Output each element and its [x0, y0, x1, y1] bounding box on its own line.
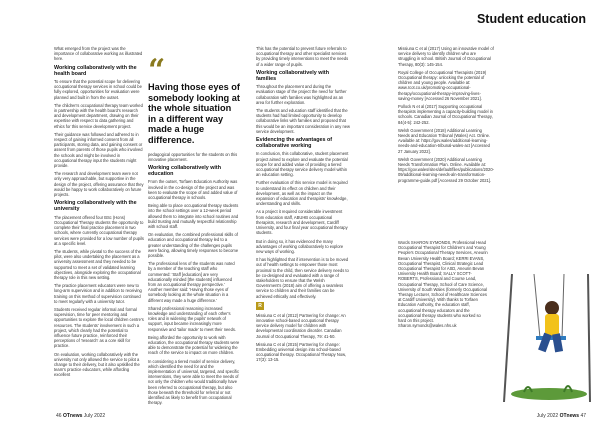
- quote-mark-icon: “: [148, 53, 166, 88]
- pull-quote: Having those eyes of somebody looking at the whole situation in a different way made a huge difference.: [148, 82, 240, 145]
- heading-university: Working collaboratively with the university: [54, 200, 137, 213]
- column-1: [54, 46, 144, 381]
- paragraph: As a project it required considerable investment from education staff, ABUHB occupational therapists, research and development, Cardiff University, and four final year occupational therapy students.: [256, 209, 348, 236]
- reference: Welsh Government (2018) Additional Learning Needs and Education Tribunal (Wales) Act. Online. Available at: https://gov.wales/additional-learning-needs-and-education-tribunal-wales-act [Accessed 27 January 2022].: [398, 127, 491, 154]
- paragraph: The research and development team were not only very approachable, but supportive in the design of the project, offering assurance that they would be happy to work collaboratively on future projects.: [54, 171, 144, 198]
- author-credits: Words SHARON SYMONDS, Professional Head Occupational Therapist for Children's and Young People's Occupational Therapy Services, Aneurin Bevan University Health Board; KERRI EVANS, Occupational Therapist, Clinical Strategic Lead Occupational Therapist for ASD, Aneurin Bevan University Health Board; SALLY SCOTT-ROBERTS, Professional and Course Lead, Occupational Therapy, School of Care Science, University of South Wales (formerly Occupational Therapy Lecturer, School of Healthcare Sciences at Cardiff University). With thanks to Torfaen Education Authority, the education staff, occupational therapy educators and the occupational therapy students who worked so hard on this project. Sharon.symonds@wales.nhs.uk: [398, 240, 488, 329]
- paragraph: The practice placement educators were new to long-arm supervision and in addition to receiving training on this method of supervision continued to meet regularly with a university tutor.: [54, 283, 142, 304]
- paragraph: But in doing so, it has evidenced the many advantages of working collaboratively to explore new ways of working.: [256, 238, 344, 254]
- paragraph: Their guidance was followed and adhered to in respect of gaining informed consent from all participants, storing data, and gaining consent or assent from parents of those pupils who involved the schools and might be involved in occupational therapy input the students might provide.: [54, 131, 143, 169]
- paragraph: In considering a tiered model of service delivery, which identified the need for and the implementation of universal, targeted, and specific interventions, they were able to meet the needs of not only the children who would traditionally have been referred to occupational therapy, but also those beneath the threshold for referral or not identified as likely to benefit from occupational therapy.: [148, 358, 240, 406]
- column-3: [256, 46, 350, 366]
- paragraph: It has highlighted that if intervention is to be moved out of health settings to empower those most proximal to the child, then service delivery needs to be co-designed and evaluated with a range of stakeholders to ensure that the Welsh Government's (2018) aim of offering a seamless service to children and their families can be achieved ethically and effectively.: [256, 257, 349, 299]
- reference: Missiuna C et al (2015) Partnering for change: Embedding universal design into school-based occupational therapy. Occupational Therapy Now, 17(3): 13-15.: [256, 341, 346, 363]
- footer-right: [537, 413, 586, 419]
- paragraph: Further evaluation of this service model is required to understand its effect on children and their development, as well as the impact on the expansion of education and therapists' knowledge, understanding and skills.: [256, 180, 348, 207]
- magazine-name: OTnews: [62, 413, 83, 419]
- intro-paragraph: What emerged from the project was the importance of collaborative working as illustrated here.: [54, 46, 143, 62]
- paragraph: pedagogical opportunities for the students on this innovative placement.: [148, 151, 238, 162]
- paragraph: In conclusion, this collaborative, student placement project aimed to explore and evaluate the potential scope for and added value of providing a tiered occupational therapy service delivery model within an education setting.: [256, 151, 349, 178]
- column-4: [398, 46, 494, 186]
- paragraph: To ensure that the potential scope for delivering occupational therapy services in school could be fully explored, opportunities for evaluation were planned and built in from the outset.: [54, 79, 142, 100]
- swing-illustration: [494, 274, 594, 402]
- paragraph: Students received regular informal and formal supervision, time for peer mentoring and opportunities to explore the local children centre's resources. The students' involvement in such a project, which clearly had the potential to influence future practice, reinforced their perceptions of 'research' as a core skill for practice.: [54, 306, 144, 349]
- paragraph: The professional lens of the students was noted by a member of the teaching staff who commented: 'Staff [education] are very educationally minded [the students] influenced from an occupational therapy perspective.' Another member said: 'Having those eyes of somebody looking at the whole situation in a different way made a huge difference.': [148, 261, 235, 303]
- page-number: 47: [580, 413, 586, 419]
- paragraph: On evaluation, the combined professional skills of education and occupational therapy led to a greater understanding of the challenges pupils were facing, allowing timely responses to become possible.: [148, 232, 239, 259]
- magazine-name: OTnews: [559, 413, 580, 419]
- paragraph: The students, while pivotal to the success of the pilot, were also undertaking the placement as a university assessment and they needed to be supported to meet a set of validated learning objectives, alongside exploring the occupational therapy role in this new setting.: [54, 248, 141, 280]
- page-number: 46: [56, 413, 62, 419]
- section-title: Student education: [476, 12, 586, 26]
- footer-left: [56, 413, 105, 419]
- reference: Pollock N et al (2017) Supporting occupational therapists implementing a capacity-building model in schools. Canadian Journal of Occupational Therapy, 84(4-5): 242-252.: [398, 104, 493, 125]
- paragraph: Being able to place occupational therapy students into the school settings over a 12-week period allowed them to integrate into school routines and build trusting and mutually respectful relationship with school staff.: [148, 203, 239, 229]
- reference: Missiuna C et al (2017) Using an innovative model of service delivery to identify children who are struggling in school. British Journal of Occupational Therapy, 80(3): 145-154.: [398, 46, 494, 67]
- paragraph: The students and education staff identified that the students had had limited opportunity to develop collaborative links with families and proposed that this would be an important consideration in any new service development.: [256, 108, 350, 134]
- paragraph: Throughout the placement and during the evaluation stage of the project the need for further collaboration with families was highlighted as an area for further exploration.: [256, 84, 347, 105]
- heading-evidencing: Evidencing the advantages of collaborative working: [256, 137, 333, 150]
- paragraph: The placement offered four BSc (Hons) Occupational Therapy students the opportunity to complete their final practice placement in two schools, where currently occupational therapy services were provided for a low number of pupils at a specific level.: [54, 214, 144, 246]
- paragraph: The children's occupational therapy team worked in partnership with the health board's research and development department, drawing on their expertise with respect to data gathering and ethics for this service development project.: [54, 102, 143, 129]
- reference: Missiuna C et al (2012) Partnering for change: An innovative school-based occupational therapy service delivery model for children with developmental coordination disorder. Canadian Journal of Occupational Therapy, 79: 41-50.: [256, 312, 346, 339]
- issue-date: July 2022: [83, 413, 106, 419]
- paragraph: On evaluation, working collaboratively with the university not only allowed the service to pilot a change to their delivery, but it also upskilled the team's practice educators, while affording excellent: [54, 351, 140, 378]
- reference: Royal College of Occupational Therapists (2019) Occupational therapy: unlocking the potential of children and young people. Available at: www.rcot.co.uk/promoting-occupational-therapy/occupational-therapy-improving-lives-saving-money [Accessed 26 November 2021].: [398, 69, 487, 101]
- heading-families: Working collaboratively with families: [256, 69, 329, 83]
- paragraph: Being afforded the opportunity to work with education, the occupational therapy students were able to demonstrate the potential for widening the reach of the service to impact on more children.: [148, 334, 240, 356]
- paragraph: This has the potential to prevent future referrals to occupational therapy and other specialist services by providing timely interventions to meet the needs of a wider range of pupils.: [256, 46, 349, 67]
- paragraph: From the outset, Torfaen Education Authority was involved in the co-design of the project and was keen to evaluate the scope of and added value of occupational therapy in schools.: [148, 179, 238, 200]
- heading-health-board: Working collaboratively with the health board: [54, 64, 137, 77]
- paragraph: Shared professional reasoning increased knowledge and understanding of each other's roles and in widening the pupils' network of support, input became increasingly more responsive and 'tailor made' to meet their needs.: [148, 305, 237, 332]
- column-2: [148, 53, 240, 409]
- author-bio: [398, 240, 490, 331]
- references-badge: R: [256, 302, 264, 310]
- reference: Welsh Government (2020) Additional Learning Needs Transformation Plan. Online. Available at: https://gov.wales/sites/default/files/publications/2020-09/additional-learning-needs-aln-transformation-programme-guide.pdf [Accessed 29 October 2021].: [398, 156, 494, 183]
- issue-date: July 2022: [536, 413, 559, 419]
- heading-education: Working collaboratively with education: [148, 164, 221, 178]
